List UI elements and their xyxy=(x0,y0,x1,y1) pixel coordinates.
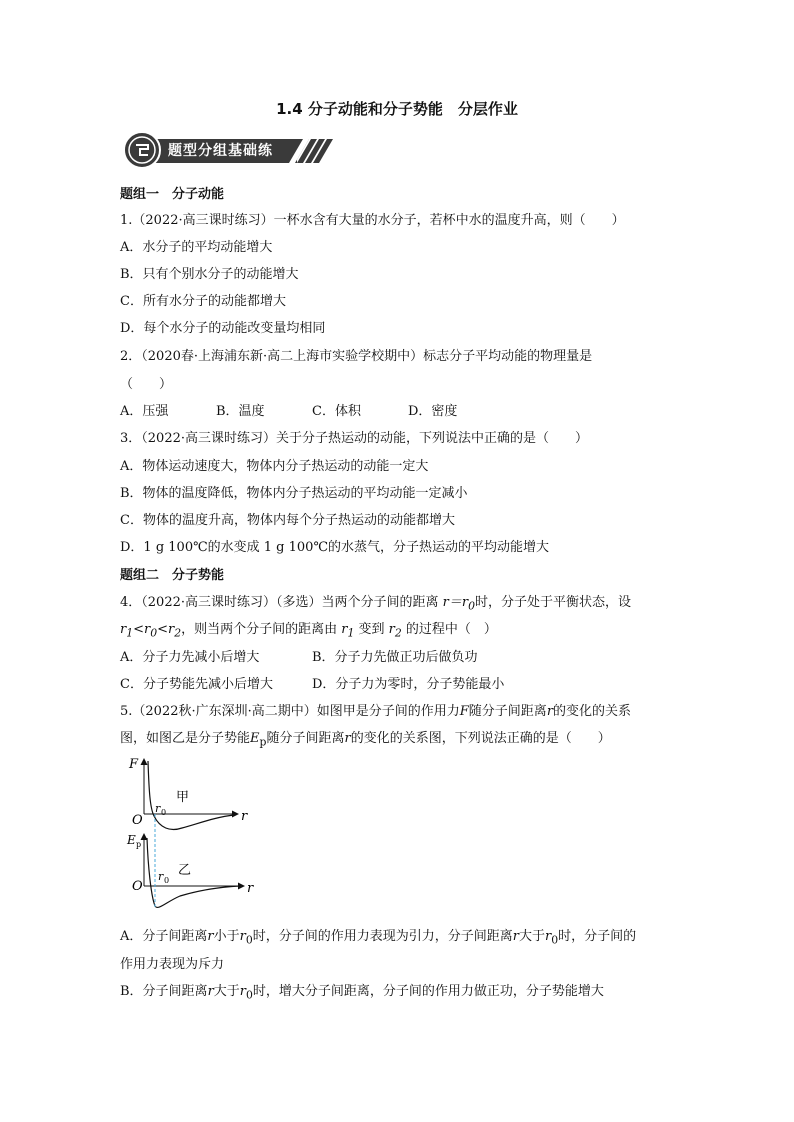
q4-option-b: B．分子力先做正功后做负功 xyxy=(312,650,478,665)
graph2-e-label: E xyxy=(127,833,136,847)
q3-option-b: B．物体的温度降低，物体内分子热运动的平均动能一定减小 xyxy=(120,486,468,501)
q4-option-c: C．分子势能先减小后增大 xyxy=(120,677,273,692)
question-3: 3．（2022·高三课时练习）关于分子热运动的动能，下列说法中正确的是（ ） xyxy=(120,431,588,446)
graph1-r-label: r xyxy=(241,809,248,824)
q1-option-d: D．每个水分子的动能改变量均相同 xyxy=(120,321,326,336)
q3-option-d: D．1 g 100℃的水变成 1 g 100℃的水蒸气，分子热运动的平均动能增大 xyxy=(120,540,549,555)
question-1: 1.（2022·高三课时练习）一杯水含有大量的水分子，若杯中水的温度升高，则（ ） xyxy=(120,213,625,228)
question-5-line2: 图，如图乙是分子势能$E_p$随分子间距离r的变化的关系图，下列说法正确的是（ ） xyxy=(120,731,611,749)
q2-option-a: A．压强 xyxy=(120,404,169,419)
question-5-line1: 5.（2022秋·广东深圳·高二期中）如图甲是分子间的作用力F随分子间距离r的变化的关系 xyxy=(120,704,632,719)
graph1-r0-label: r xyxy=(155,802,161,815)
graph2-origin-label: O xyxy=(132,879,143,894)
graph1-name-label: 甲 xyxy=(176,790,190,805)
graph2-r0-label: r xyxy=(158,870,164,883)
q1-option-c: C．所有水分子的动能都增大 xyxy=(120,294,286,309)
force-energy-figure xyxy=(120,756,270,922)
q5-option-a-line2: 作用力表现为斥力 xyxy=(120,957,225,972)
question-4-line2: $r_1<r_0<r_2$，则当两个分子间的距离由 $r_1$ 变到 $r_2$ 的过程中（ ） xyxy=(120,622,497,640)
svg-text:p: p xyxy=(136,840,142,849)
q2-option-d: D．密度 xyxy=(408,404,458,419)
force-curve xyxy=(148,761,234,830)
graph2-r-label: r xyxy=(247,881,254,896)
q2-option-b: B．温度 xyxy=(216,404,265,419)
banner-label: 题型分组基础练 xyxy=(168,143,273,159)
q1-option-b: B．只有个别水分子的动能增大 xyxy=(120,267,299,282)
svg-text:0: 0 xyxy=(161,808,167,817)
graph2-name-label: 乙 xyxy=(178,863,192,878)
q2-paren: （ ） xyxy=(120,377,173,392)
graph1-origin-label: O xyxy=(132,813,143,828)
section-banner xyxy=(123,131,333,169)
symbol-r-eq-r0: r＝r xyxy=(442,595,469,610)
graph1-f-label: F xyxy=(129,757,139,772)
q2-option-c: C．体积 xyxy=(312,404,361,419)
q5-option-b: B．分子间距离r大于$r_0$时，增大分子间距离，分子间的作用力做正功，分子势能增大 xyxy=(120,984,604,1002)
question-2: 2．（2020春·上海浦东新·高二上海市实验学校期中）标志分子平均动能的物理量是 xyxy=(120,349,593,364)
q1-option-a: A．水分子的平均动能增大 xyxy=(120,240,273,255)
q4-option-d: D．分子力为零时，分子势能最小 xyxy=(312,677,505,692)
group2-heading: 题组二 分子势能 xyxy=(120,568,225,583)
svg-text:0: 0 xyxy=(164,876,170,885)
group1-heading: 题组一 分子动能 xyxy=(120,187,225,202)
q3-option-a: A．物体运动速度大，物体内分子热运动的动能一定大 xyxy=(120,459,429,474)
q4-option-a: A．分子力先减小后增大 xyxy=(120,650,260,665)
q3-option-c: C．物体的温度升高，物体内每个分子热运动的动能都增大 xyxy=(120,513,455,528)
page-title: 1.4 分子动能和分子势能 分层作业 xyxy=(276,100,518,118)
q5-option-a-line1: A．分子间距离r小于$r_0$时，分子间的作用力表现为引力，分子间距离r大于$r_0$时，分子间的 xyxy=(120,929,637,947)
question-4-line1: 4．（2022·高三课时练习）（多选）当两个分子间的距离 $r=r_0$时，分子处于平衡状态，设 xyxy=(120,595,631,613)
